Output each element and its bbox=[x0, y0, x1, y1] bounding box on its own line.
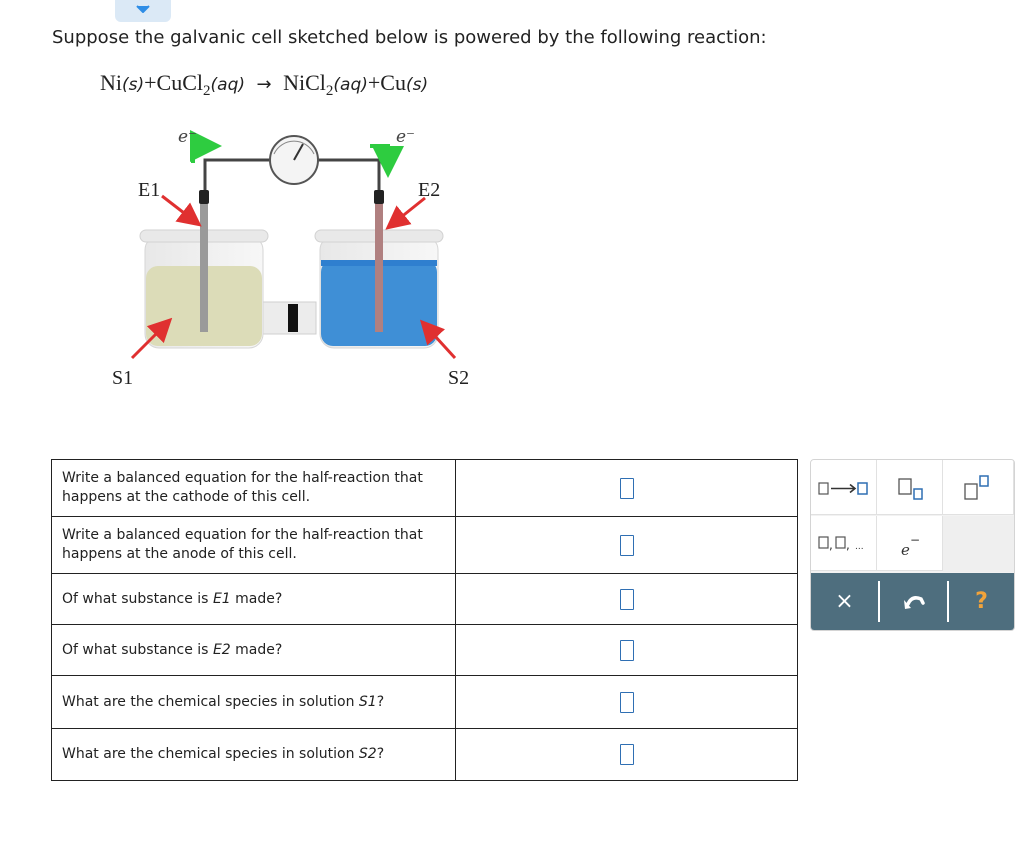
question-e2: Of what substance is E2 made? bbox=[52, 625, 456, 676]
label-s2: S2 bbox=[448, 367, 470, 389]
question-prompt: Suppose the galvanic cell sketched below is powered by the following reaction: bbox=[52, 27, 767, 48]
close-icon: × bbox=[835, 589, 854, 614]
undo-icon bbox=[901, 589, 927, 615]
answer-input-anode[interactable] bbox=[620, 535, 634, 556]
svg-text:,: , bbox=[846, 538, 850, 552]
answer-input-e2[interactable] bbox=[620, 640, 634, 661]
question-e1: Of what substance is E1 made? bbox=[52, 574, 456, 625]
answer-input-e1[interactable] bbox=[620, 589, 634, 610]
subscript-icon bbox=[877, 460, 943, 515]
svg-text:...: ... bbox=[855, 542, 864, 552]
question-s1: What are the chemical species in solution S1? bbox=[52, 676, 456, 729]
question-table bbox=[51, 459, 798, 781]
reaction-arrow-button[interactable] bbox=[811, 460, 877, 515]
electron-icon bbox=[877, 516, 943, 571]
electrode-e2 bbox=[375, 204, 383, 332]
subscript-button[interactable] bbox=[877, 460, 943, 515]
undo-button[interactable] bbox=[880, 573, 947, 630]
answer-palette bbox=[810, 459, 1015, 631]
pointer-e2 bbox=[390, 198, 425, 226]
reaction-equation: Ni(s)+CuCl$_2$(aq) → NiCl$_2$(aq)+Cu(s) bbox=[100, 70, 429, 99]
help-icon: ? bbox=[975, 589, 988, 614]
clear-button[interactable] bbox=[811, 573, 878, 630]
wire-left bbox=[205, 160, 270, 198]
electron-label-right: e⁻ bbox=[396, 127, 416, 147]
palette-empty-slot bbox=[943, 516, 1014, 572]
svg-text:,: , bbox=[829, 538, 833, 552]
table-row bbox=[52, 729, 798, 781]
question-s2: What are the chemical species in solution S2? bbox=[52, 729, 456, 781]
label-s1: S1 bbox=[112, 367, 134, 389]
table-row bbox=[52, 460, 798, 517]
question-anode: Write a balanced equation for the half-reaction that happens at the anode of this cell. bbox=[52, 517, 456, 574]
list-icon bbox=[811, 516, 877, 571]
electrode-e1 bbox=[200, 204, 208, 332]
answer-input-s2[interactable] bbox=[620, 744, 634, 765]
table-row bbox=[52, 574, 798, 625]
table-row bbox=[52, 625, 798, 676]
svg-text:−: − bbox=[910, 533, 921, 547]
question-cathode: Write a balanced equation for the half-reaction that happens at the cathode of this cell. bbox=[52, 460, 456, 517]
answer-input-cathode[interactable] bbox=[620, 478, 634, 499]
label-e1: E1 bbox=[138, 179, 161, 201]
superscript-icon bbox=[943, 460, 1014, 515]
help-button[interactable] bbox=[949, 573, 1014, 630]
electron-label-left: e⁻ bbox=[178, 127, 198, 147]
wire-right bbox=[318, 160, 379, 198]
salt-bridge-plug bbox=[288, 304, 298, 332]
voltmeter bbox=[270, 136, 318, 184]
chevron-down-icon bbox=[134, 2, 152, 16]
galvanic-cell-diagram bbox=[100, 118, 490, 398]
superscript-button[interactable] bbox=[943, 460, 1014, 515]
svg-text:e: e bbox=[901, 541, 910, 559]
answer-input-s1[interactable] bbox=[620, 692, 634, 713]
table-row bbox=[52, 517, 798, 574]
pointer-e1 bbox=[162, 196, 197, 223]
palette-action-bar bbox=[811, 573, 1014, 630]
collapse-toggle[interactable] bbox=[115, 0, 171, 22]
table-row bbox=[52, 676, 798, 729]
reaction-arrow-icon bbox=[811, 460, 877, 515]
label-e2: E2 bbox=[418, 179, 441, 201]
electron-button[interactable] bbox=[877, 516, 943, 571]
list-button[interactable] bbox=[811, 516, 877, 571]
